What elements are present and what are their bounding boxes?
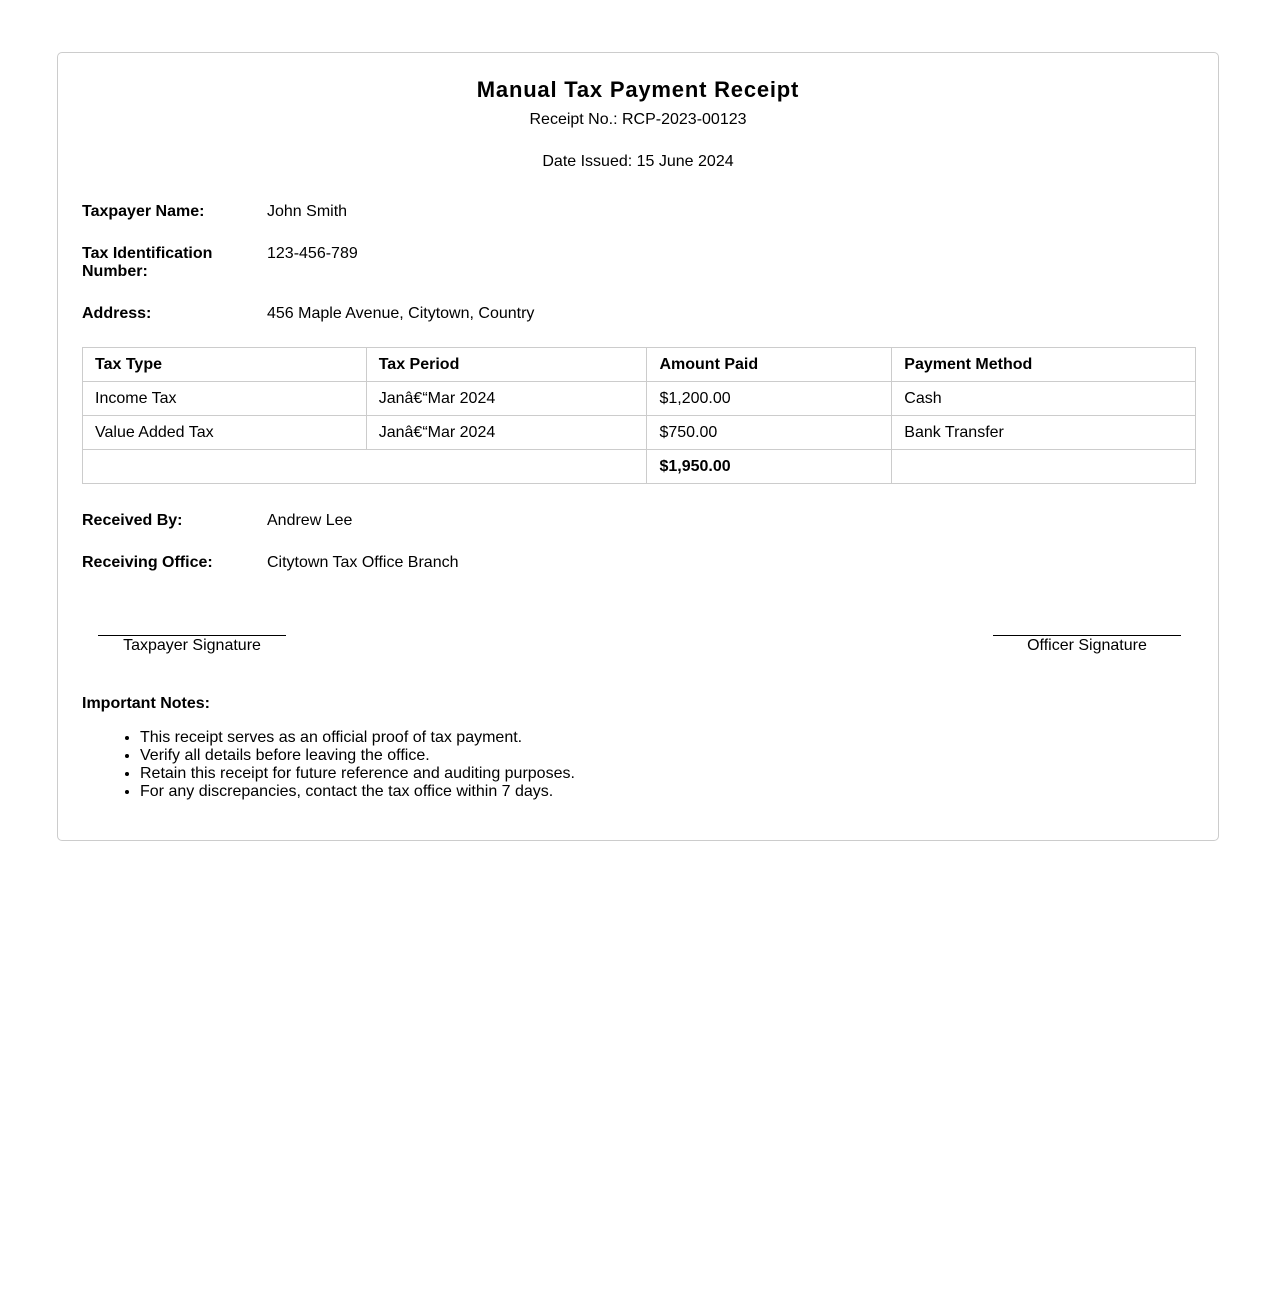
list-item: • Verify all details before leaving the office.: [140, 747, 1040, 765]
date-issued: [58, 152, 1218, 172]
table-header-row: [83, 348, 1196, 382]
total-empty-cell: [892, 450, 1196, 484]
header-tax-period: Tax Period: [366, 348, 647, 382]
taxpayer-name-label: Taxpayer Name:: [82, 203, 205, 220]
tax-payment-table: [82, 347, 1196, 484]
table-total-row: [83, 450, 1196, 484]
date-issued-value: 15 June 2024: [636, 153, 734, 170]
cell-tax-period: Janâ€“Mar 2024: [366, 382, 647, 416]
list-item: • Retain this receipt for future reference and auditing purposes.: [140, 765, 1040, 783]
header-amount-paid: Amount Paid: [647, 348, 892, 382]
cell-payment-method: Cash: [892, 382, 1196, 416]
receipt-card: [57, 52, 1219, 841]
cell-tax-period: Janâ€“Mar 2024: [366, 416, 647, 450]
list-item: • For any discrepancies, contact the tax office within 7 days.: [140, 783, 1040, 801]
cell-payment-method: Bank Transfer: [892, 416, 1196, 450]
received-by-label: Received By:: [82, 512, 183, 529]
date-issued-label: Date Issued:: [542, 153, 633, 170]
receipt-title: Manual Tax Payment Receipt: [476, 77, 800, 102]
notes-title: Important Notes:: [82, 695, 210, 712]
officer-signature-label: Officer Signature: [1027, 637, 1147, 654]
cell-amount-paid: $750.00: [647, 416, 892, 450]
taxpayer-name-value: John Smith: [267, 203, 348, 220]
officer-signature-block: [993, 635, 1181, 655]
receiving-office-label: Receiving Office:: [82, 554, 213, 571]
table-row: [83, 382, 1196, 416]
cell-tax-type: Value Added Tax: [83, 416, 367, 450]
address-value: 456 Maple Avenue, Citytown, Country: [267, 305, 535, 322]
total-amount: $1,950.00: [647, 450, 892, 484]
received-by-value: Andrew Lee: [267, 512, 353, 529]
taxpayer-signature-block: [98, 635, 286, 655]
notes-list: [82, 729, 1040, 801]
header-tax-type: Tax Type: [83, 348, 367, 382]
receipt-number-value: RCP-2023-00123: [621, 111, 747, 128]
cell-amount-paid: $1,200.00: [647, 382, 892, 416]
receiving-office-value: Citytown Tax Office Branch: [267, 554, 459, 571]
address-label: Address:: [82, 305, 152, 322]
tin-label: Tax Identification Number:: [82, 245, 213, 280]
total-spacer-cell: [83, 450, 647, 484]
receipt-number: [58, 110, 1218, 130]
taxpayer-signature-line: [98, 635, 286, 636]
cell-tax-type: Income Tax: [83, 382, 367, 416]
table-row: [83, 416, 1196, 450]
receipt-number-label: Receipt No.:: [529, 111, 618, 128]
taxpayer-signature-label: Taxpayer Signature: [123, 637, 261, 654]
header-payment-method: Payment Method: [892, 348, 1196, 382]
tin-value: 123-456-789: [267, 245, 358, 262]
officer-signature-line: [993, 635, 1181, 636]
list-item: • This receipt serves as an official proof of tax payment.: [140, 729, 1040, 747]
